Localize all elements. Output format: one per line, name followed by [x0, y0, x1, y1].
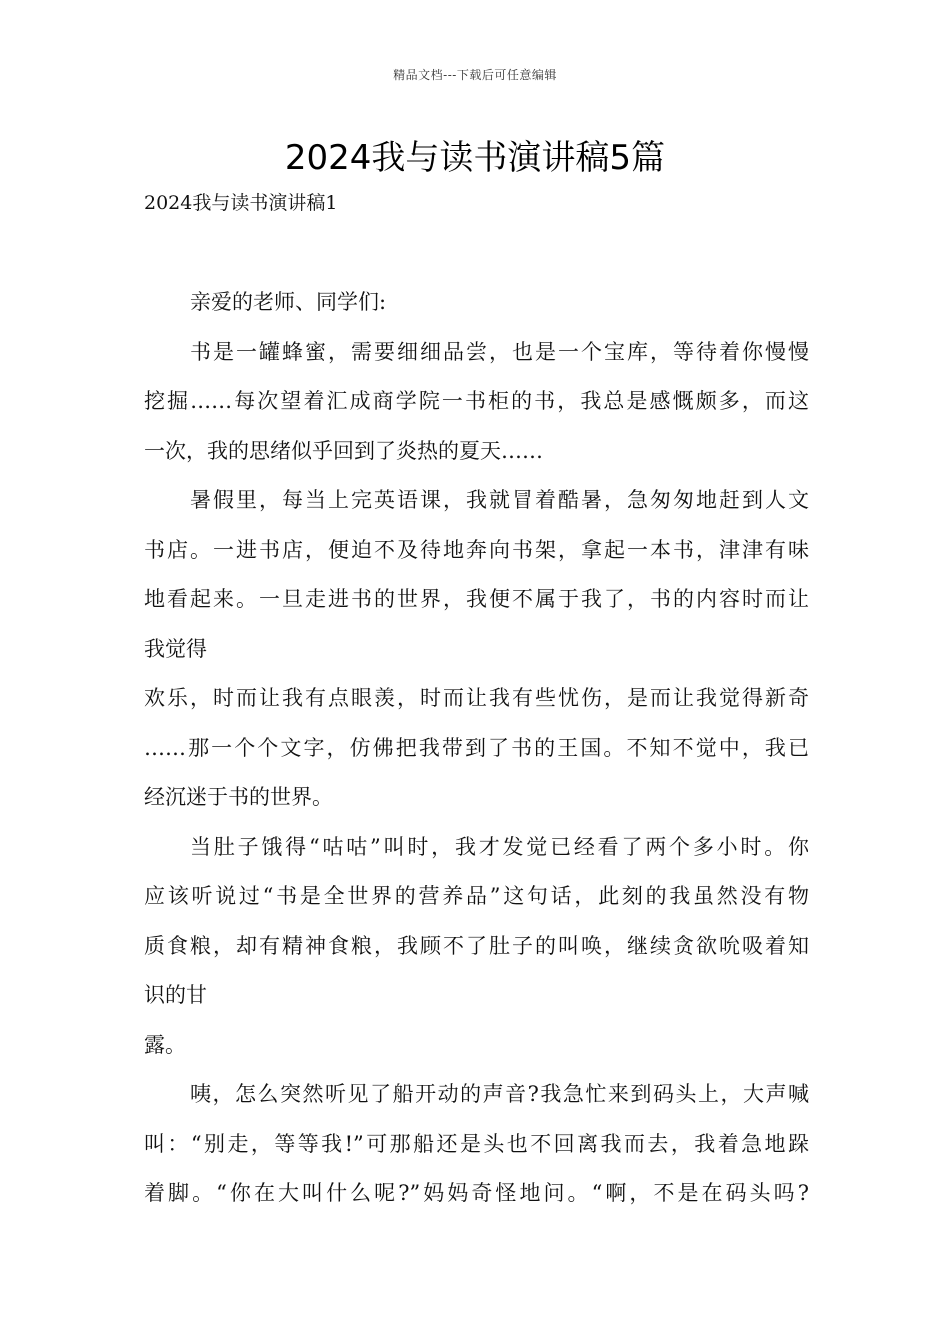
text-line: 书是一罐蜂蜜，需要细细品尝，也是一个宝库，等待着你慢慢	[190, 339, 809, 364]
text-line: 叫：“别走，等等我!”可那船还是头也不回离我而去，我着急地跺	[144, 1131, 809, 1156]
text-line: 暑假里，每当上完英语课，我就冒着酷暑，急匆匆地赶到人文	[190, 488, 809, 512]
text-line: 露。	[144, 1032, 186, 1057]
section-subtitle: 2024我与读书演讲稿1	[144, 192, 338, 214]
header-note: 精品文档---下载后可任意编辑	[393, 68, 557, 82]
body-text	[144, 284, 809, 1225]
text-line: 挖掘……每次望着汇成商学院一书柜的书，我总是感慨颇多，而这	[144, 389, 809, 413]
text-line: 着脚。“你在大叫什么呢?”妈妈奇怪地问。“啊，不是在码头吗?	[144, 1181, 809, 1205]
text-line: 亲爱的老师、同学们:	[190, 290, 387, 314]
text-line: 当肚子饿得“咕咕”叫时，我才发觉已经看了两个多小时。你	[190, 834, 809, 859]
text-line: 一次，我的思绪似乎回到了炎热的夏天……	[144, 438, 543, 463]
text-line: 经沉迷于书的世界。	[144, 785, 333, 809]
text-line: 书店。一进书店，便迫不及待地奔向书架，拿起一本书，津津有味	[144, 537, 809, 562]
document-title: 2024我与读书演讲稿5篇	[284, 138, 666, 178]
text-line: 质食粮，却有精神食粮，我顾不了肚子的叫唤，继续贪欲吮吸着知	[144, 933, 809, 958]
text-line: 我觉得	[144, 636, 207, 661]
text-line: 欢乐，时而让我有点眼羡，时而让我有些忧伤，是而让我觉得新奇	[144, 686, 809, 710]
text-line: 识的甘	[144, 983, 207, 1007]
text-line: 咦，怎么突然听见了船开动的声音?我急忙来到码头上，大声喊	[190, 1082, 809, 1106]
text-line: 应该听说过“书是全世界的营养品”这句话，此刻的我虽然没有物	[144, 884, 809, 908]
text-line: 地看起来。一旦走进书的世界，我便不属于我了，书的内容时而让	[144, 587, 809, 611]
text-line: ……那一个个文字，仿佛把我带到了书的王国。不知不觉中，我已	[144, 735, 809, 760]
